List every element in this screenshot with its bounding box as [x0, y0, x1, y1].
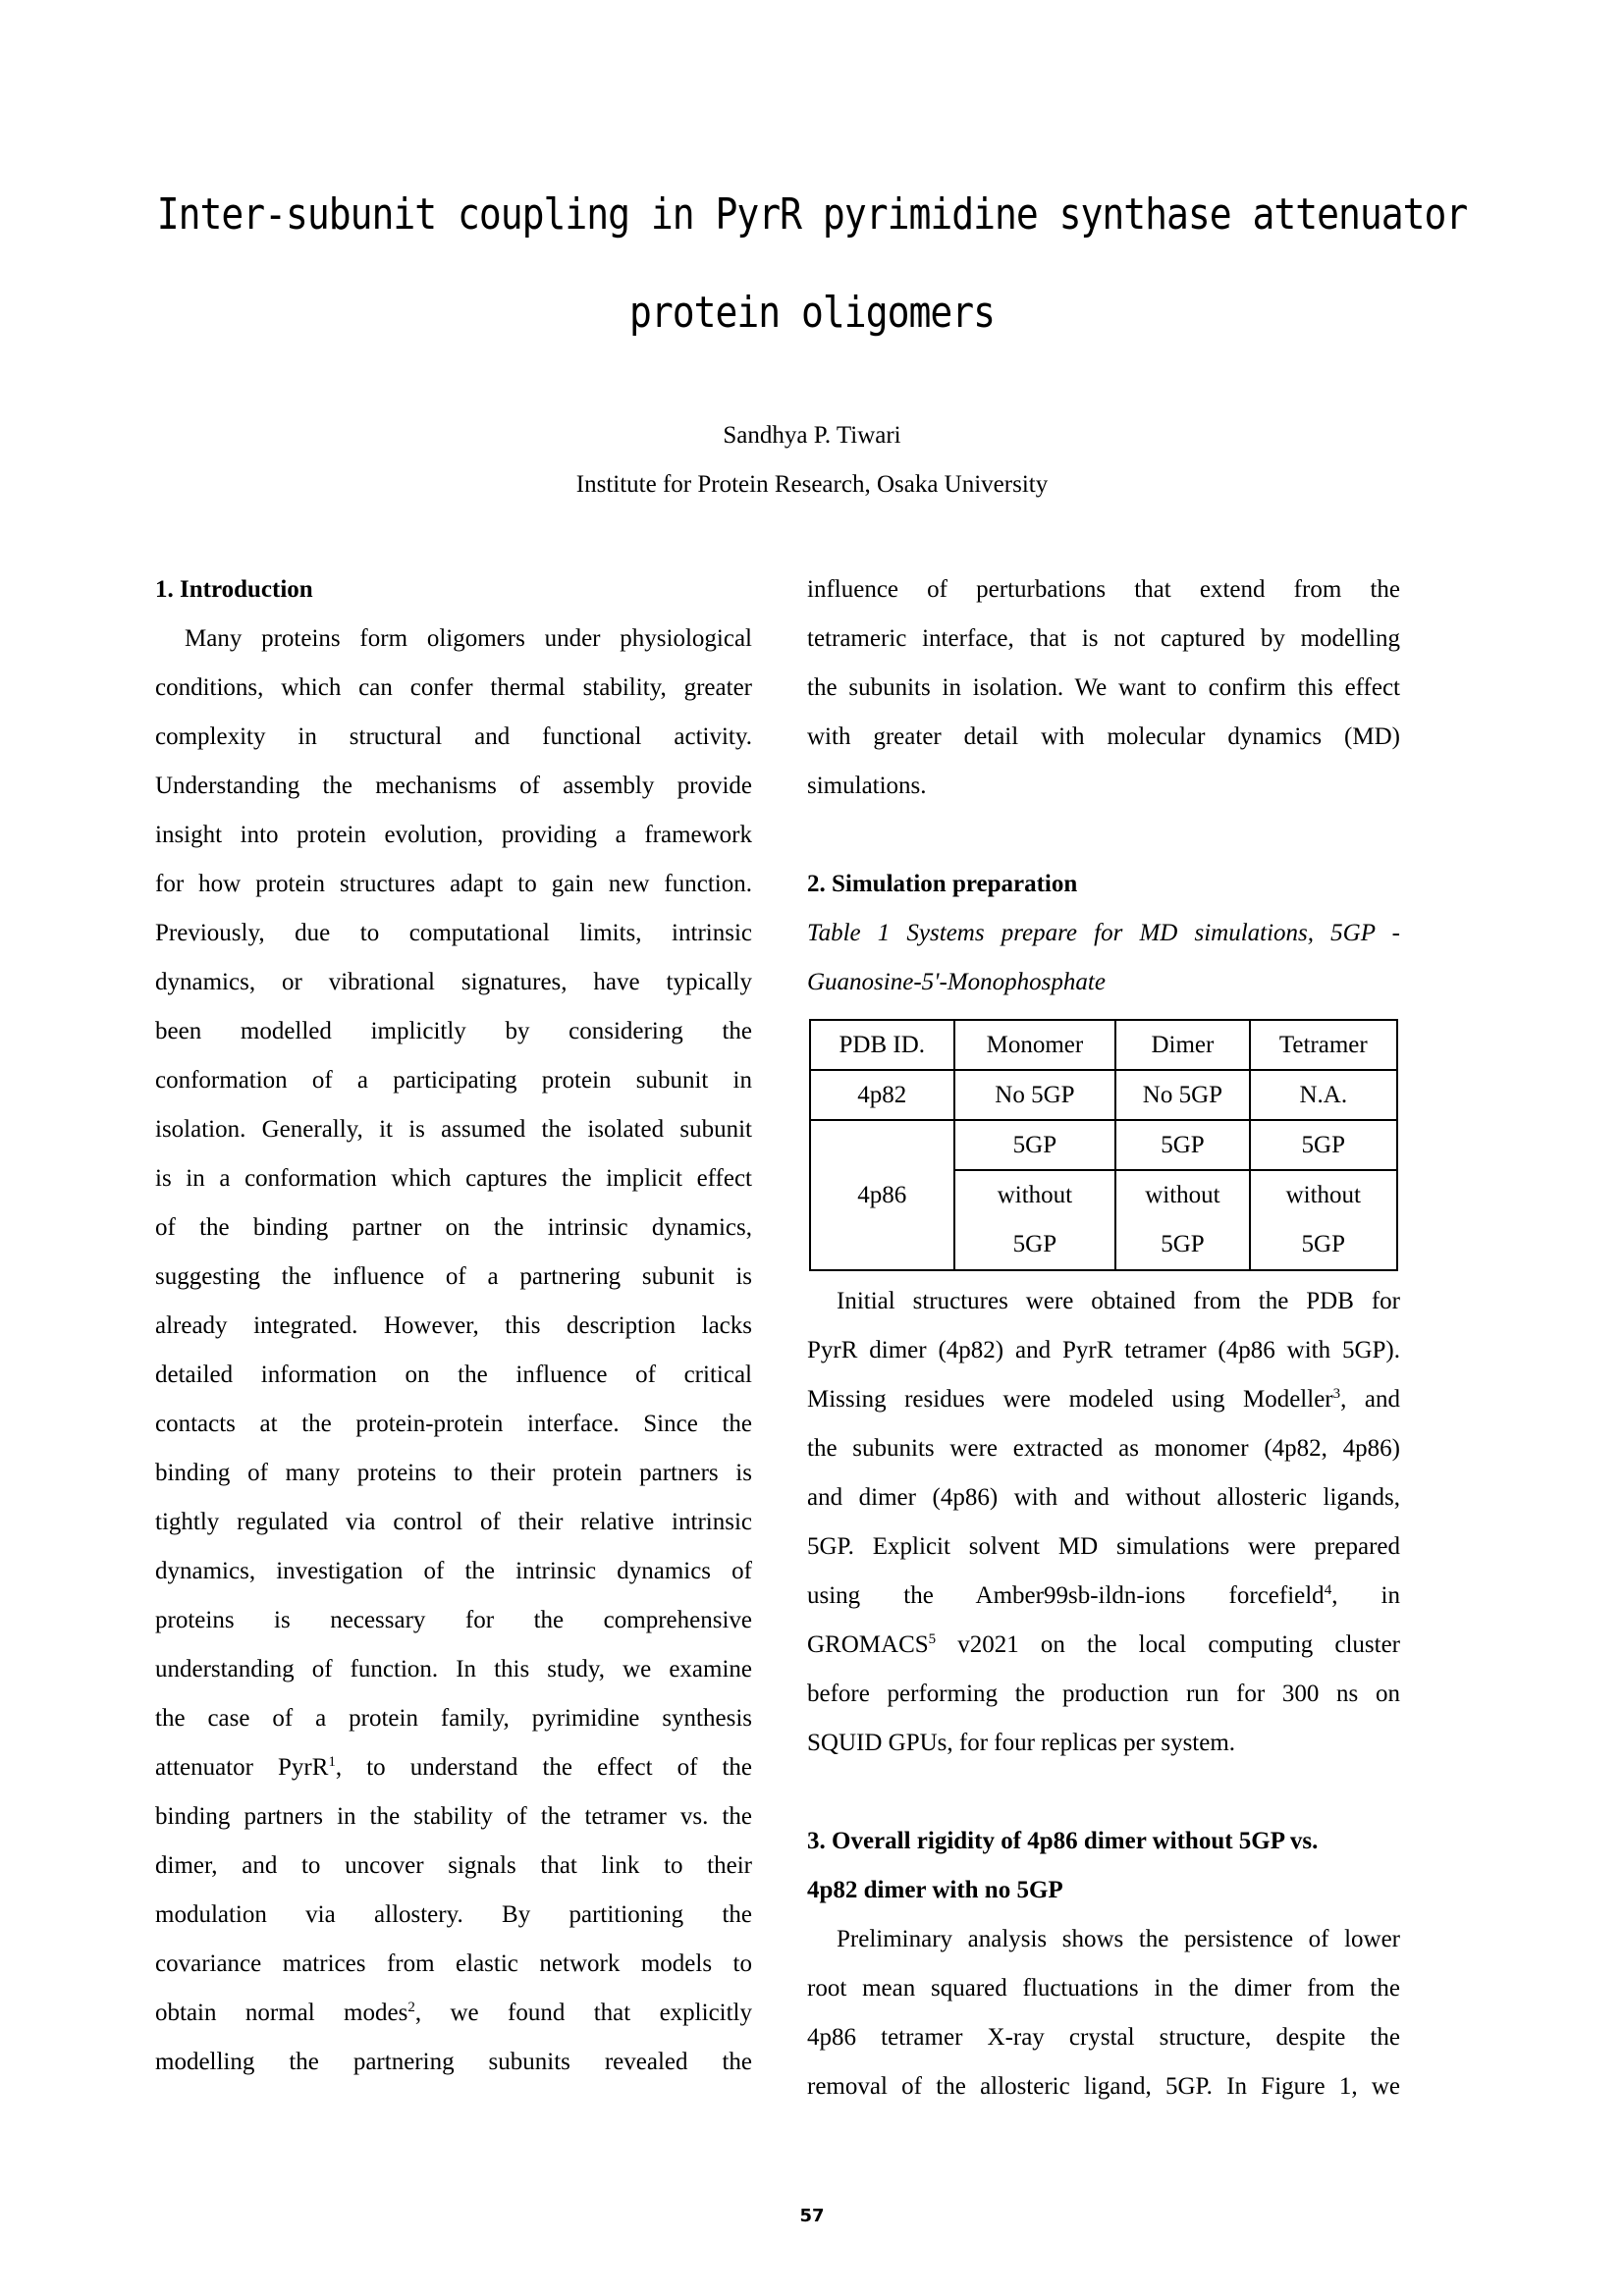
page-number: 57 [799, 2206, 825, 2226]
intro-line: Understanding the mechanisms of assembly provide [155, 773, 752, 799]
table-cell [1115, 1170, 1249, 1270]
intro-line: contacts at the protein-protein interface. Since the [155, 1411, 752, 1437]
citation-4: 4 [1324, 1582, 1332, 1598]
text-fragment: v2021 on the local computing cluster [936, 1631, 1400, 1658]
text-fragment: using the Amber99sb-ildn-ions forcefield [807, 1582, 1325, 1609]
table-caption-line-1: Table 1 Systems prepare for MD simulations, 5GP - [807, 920, 1400, 946]
rigidity-line: removal of the allosteric ligand, 5GP. In Figure 1, we [807, 2073, 1400, 2100]
table-cell [1250, 1170, 1397, 1270]
header-pdb-id: PDB ID. [810, 1020, 954, 1070]
intro-line: the case of a protein family, pyrimidine synthesis [155, 1705, 752, 1732]
simulation-line-citation-4 [807, 1572, 1400, 1621]
paper-title-line-2: protein oligomers [629, 287, 995, 338]
cell-line: without [1145, 1182, 1220, 1208]
author-name: Sandhya P. Tiwari [723, 422, 901, 449]
intro-line: modelling the partnering subunits revealed the [155, 2049, 752, 2075]
paper-title-line-1: Inter-subunit coupling in PyrR pyrimidine synthase attenuator [156, 188, 1468, 240]
intro-line: complexity in structural and functional activity. [155, 723, 752, 750]
rigidity-line: 4p86 tetramer X-ray crystal structure, despite the [807, 2024, 1400, 2051]
intro-continued-line: influence of perturbations that extend from the [807, 576, 1400, 603]
intro-continued-line: simulations. [807, 773, 927, 799]
section-heading-rigidity-line-1: 3. Overall rigidity of 4p86 dimer without 5GP vs. [807, 1828, 1319, 1854]
intro-line: of the binding partner on the intrinsic dynamics, [155, 1214, 752, 1241]
systems-table [809, 1019, 1398, 1271]
intro-line: Previously, due to computational limits, intrinsic [155, 920, 752, 946]
table-cell: 5GP [1115, 1120, 1249, 1170]
author-affiliation: Institute for Protein Research, Osaka University [575, 471, 1049, 498]
intro-line: tightly regulated via control of their relative intrinsic [155, 1509, 752, 1535]
intro-line: conditions, which can confer thermal stability, greater [155, 674, 752, 701]
intro-line: isolation. Generally, it is assumed the isolated subunit [155, 1116, 752, 1143]
table-header-row [810, 1020, 1397, 1070]
text-fragment: GROMACS [807, 1631, 929, 1658]
simulation-line: the subunits were extracted as monomer (4p82, 4p86) [807, 1435, 1400, 1462]
header-dimer: Dimer [1115, 1020, 1249, 1070]
rigidity-line: Preliminary analysis shows the persistence of lower [837, 1926, 1400, 1952]
simulation-line: before performing the production run for 300 ns on [807, 1681, 1400, 1707]
rigidity-line: root mean squared fluctuations in the dimer from the [807, 1975, 1400, 2002]
intro-line: proteins is necessary for the comprehensive [155, 1607, 752, 1633]
spacer [807, 811, 1400, 860]
simulation-line: Initial structures were obtained from the PDB for [837, 1288, 1400, 1314]
intro-continued-line: tetrameric interface, that is not captured by modelling [807, 625, 1400, 652]
intro-line: insight into protein evolution, providing a framework [155, 822, 752, 848]
intro-line: suggesting the influence of a partnering subunit is [155, 1263, 752, 1290]
table-cell: N.A. [1250, 1070, 1397, 1120]
intro-line: binding partners in the stability of the tetramer vs. the [155, 1803, 752, 1830]
cell-line: without [1285, 1182, 1361, 1208]
text-fragment: , and [1340, 1386, 1400, 1413]
intro-line-citation-1 [155, 1743, 752, 1792]
right-column [807, 565, 1400, 2111]
text-fragment: , to understand the effect of the [335, 1754, 753, 1781]
simulation-line: and dimer (4p86) with and without allosteric ligands, [807, 1484, 1400, 1511]
cell-pdb-id: 4p86 [810, 1120, 954, 1270]
header-monomer: Monomer [954, 1020, 1116, 1070]
section-heading-rigidity-line-2: 4p82 dimer with no 5GP [807, 1877, 1063, 1903]
intro-line: for how protein structures adapt to gain new function. [155, 871, 752, 897]
table-cell [954, 1170, 1116, 1270]
intro-line: binding of many proteins to their protein partners is [155, 1460, 752, 1486]
header-tetramer: Tetramer [1250, 1020, 1397, 1070]
text-fragment: attenuator PyrR [155, 1754, 329, 1781]
simulation-line: SQUID GPUs, for four replicas per system. [807, 1730, 1236, 1756]
cell-line: 5GP [1301, 1231, 1346, 1257]
intro-continued-line: with greater detail with molecular dynamics (MD) [807, 723, 1400, 750]
intro-line: conformation of a participating protein subunit in [155, 1067, 752, 1094]
intro-line-citation-2 [155, 1989, 752, 2038]
intro-line: dimer, and to uncover signals that link to their [155, 1852, 752, 1879]
intro-line: understanding of function. In this study, we examine [155, 1656, 752, 1682]
intro-line: been modelled implicitly by considering the [155, 1018, 752, 1044]
text-fragment: obtain normal modes [155, 2000, 408, 2026]
intro-line: detailed information on the influence of critical [155, 1362, 752, 1388]
table-cell: No 5GP [1115, 1070, 1249, 1120]
table-row [810, 1120, 1397, 1170]
simulation-line: PyrR dimer (4p82) and PyrR tetramer (4p86 with 5GP). [807, 1337, 1400, 1363]
intro-line: is in a conformation which captures the implicit effect [155, 1165, 752, 1192]
citation-3: 3 [1332, 1386, 1341, 1402]
text-fragment: Missing residues were modeled using Modeller [807, 1386, 1333, 1413]
cell-line: without [997, 1182, 1073, 1208]
cell-pdb-id: 4p82 [810, 1070, 954, 1120]
citation-5: 5 [928, 1631, 937, 1647]
spacer [807, 1768, 1400, 1817]
intro-line: dynamics, investigation of the intrinsic dynamics of [155, 1558, 752, 1584]
simulation-line-citation-5 [807, 1621, 1400, 1670]
text-fragment: , we found that explicitly [414, 2000, 752, 2026]
simulation-line-citation-3 [807, 1375, 1400, 1424]
intro-line: covariance matrices from elastic network models to [155, 1950, 752, 1977]
intro-continued-line: the subunits in isolation. We want to confirm this effect [807, 674, 1400, 701]
intro-line: Many proteins form oligomers under physiological [185, 625, 752, 652]
table-row [810, 1070, 1397, 1120]
table-caption-line-2: Guanosine-5'-Monophosphate [807, 969, 1106, 995]
left-column [155, 565, 752, 2087]
citation-1: 1 [328, 1754, 336, 1770]
table-cell: 5GP [954, 1120, 1116, 1170]
simulation-line: 5GP. Explicit solvent MD simulations were prepared [807, 1533, 1400, 1560]
cell-line: 5GP [1161, 1231, 1205, 1257]
section-heading-introduction: 1. Introduction [155, 576, 313, 603]
intro-line: already integrated. However, this description lacks [155, 1312, 752, 1339]
text-fragment: , in [1331, 1582, 1400, 1609]
table-cell: 5GP [1250, 1120, 1397, 1170]
citation-2: 2 [407, 2000, 415, 2015]
table-cell: No 5GP [954, 1070, 1116, 1120]
intro-line: dynamics, or vibrational signatures, have typically [155, 969, 752, 995]
intro-line: modulation via allostery. By partitioning the [155, 1901, 752, 1928]
section-heading-simulation: 2. Simulation preparation [807, 871, 1078, 897]
cell-line: 5GP [1012, 1231, 1057, 1257]
